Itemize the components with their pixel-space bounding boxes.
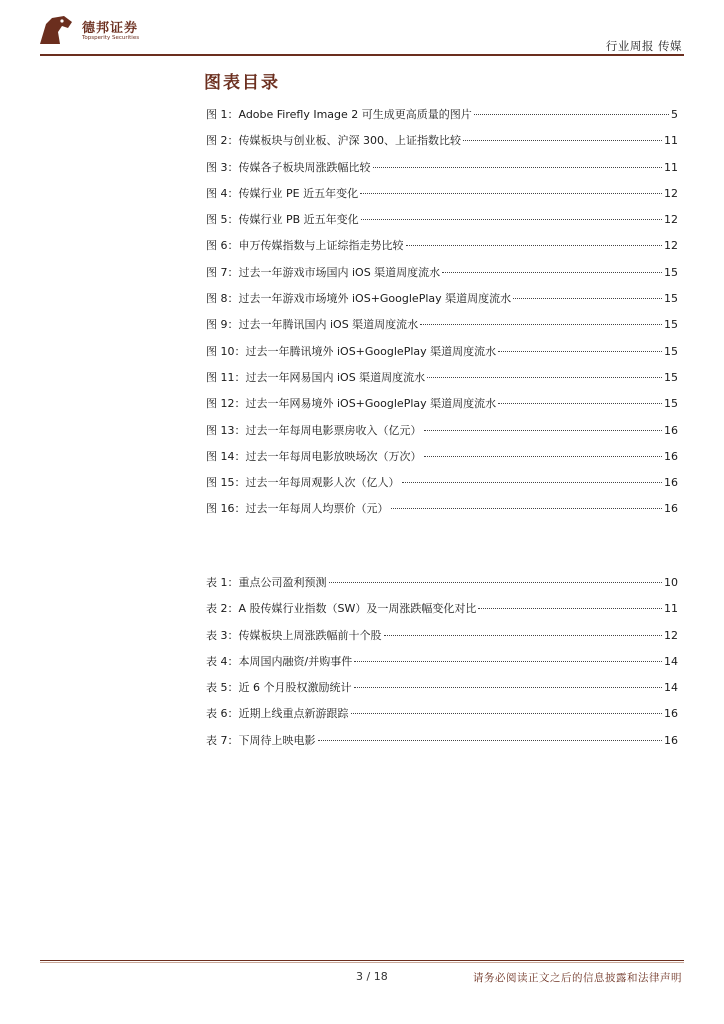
figure-entry-page: 16 [664, 502, 678, 516]
dot-leader [424, 456, 663, 457]
dot-leader [424, 430, 663, 431]
figure-entry[interactable] [206, 237, 678, 263]
table-entry[interactable] [206, 679, 678, 705]
figure-entry-label: 图 15：过去一年每周观影人次（亿人） [206, 476, 400, 490]
figure-entry[interactable] [206, 422, 678, 448]
figure-entry-label: 图 13：过去一年每周电影票房收入（亿元） [206, 423, 422, 437]
figure-entry[interactable] [206, 474, 678, 500]
figure-entry-page: 15 [664, 344, 678, 358]
dot-leader [391, 508, 663, 509]
figure-entry-page: 15 [664, 370, 678, 384]
figure-entry-label: 图 3：传媒各子板块周涨跌幅比较 [206, 160, 371, 174]
table-entry-label: 表 7：下周待上映电影 [206, 733, 316, 747]
figure-entry[interactable] [206, 369, 678, 395]
figure-entry-page: 12 [664, 239, 678, 253]
table-entry-page: 16 [664, 707, 678, 721]
dot-leader [498, 351, 662, 352]
figure-entry-page: 16 [664, 449, 678, 463]
dot-leader [513, 298, 662, 299]
figure-entry-page: 11 [664, 160, 678, 174]
table-entry-page: 11 [664, 602, 678, 616]
table-entry-label: 表 6：近期上线重点新游跟踪 [206, 707, 349, 721]
figure-entry-label: 图 4：传媒行业 PE 近五年变化 [206, 186, 359, 200]
figure-entry[interactable] [206, 343, 678, 369]
figure-entry[interactable] [206, 132, 678, 158]
figure-entry-label: 图 6：申万传媒指数与上证综指走势比较 [206, 239, 404, 253]
figure-entry[interactable] [206, 185, 678, 211]
figure-entry-label: 图 2：传媒板块与创业板、沪深 300、上证指数比较 [206, 134, 461, 148]
table-entry[interactable] [206, 732, 678, 758]
footer-divider-accent [40, 962, 684, 963]
figure-list [206, 106, 678, 527]
figure-entry-page: 15 [664, 318, 678, 332]
figure-entry-label: 图 7：过去一年游戏市场国内 iOS 渠道周度流水 [206, 265, 441, 279]
company-logo [38, 14, 138, 50]
dot-leader [498, 403, 662, 404]
table-entry-label: 表 1：重点公司盈利预测 [206, 576, 327, 589]
figure-entry[interactable] [206, 500, 678, 526]
dot-leader [351, 713, 663, 714]
table-entry-label: 表 5：近 6 个月股权激励统计 [206, 681, 352, 695]
report-category: 行业周报 传媒 [605, 39, 682, 53]
logo-english-name: Topsperity Securities [82, 35, 140, 41]
dot-leader [442, 272, 662, 273]
figure-entry-label: 图 12：过去一年网易境外 iOS+GooglePlay 渠道周度流水 [206, 397, 497, 411]
figure-entry-page: 12 [664, 213, 678, 227]
dot-leader [463, 140, 662, 141]
page-number: 3 / 18 [356, 970, 388, 983]
figure-entry-label: 图 8：过去一年游戏市场境外 iOS+GooglePlay 渠道周度流水 [206, 292, 512, 306]
table-entry[interactable] [206, 627, 678, 653]
page-header [0, 0, 724, 60]
figure-entry[interactable] [206, 290, 678, 316]
table-entry[interactable] [206, 574, 678, 600]
table-entry-page: 14 [664, 681, 678, 695]
figure-entry-page: 16 [664, 423, 678, 437]
figure-entry-page: 15 [664, 397, 678, 411]
dot-leader [373, 167, 663, 168]
table-entry[interactable] [206, 705, 678, 731]
figure-entry-page: 16 [664, 476, 678, 490]
dot-leader [354, 687, 663, 688]
table-entry-label: 表 2：A 股传媒行业指数（SW）及一周涨跌幅变化对比 [206, 602, 477, 616]
dot-leader [329, 582, 663, 583]
figure-entry-page: 5 [671, 108, 678, 121]
table-entry-page: 14 [664, 654, 678, 668]
table-entry-label: 表 4：本周国内融资/并购事件 [206, 654, 353, 668]
figure-entry[interactable] [206, 264, 678, 290]
disclaimer-text: 请务必阅读正文之后的信息披露和法律声明 [473, 972, 682, 984]
table-entry-page: 12 [664, 628, 678, 642]
logo-chinese-name: 德邦证券 [82, 21, 139, 36]
page-title: 图表目录 [204, 73, 280, 93]
logo-mark-icon [38, 14, 74, 48]
figure-entry[interactable] [206, 211, 678, 237]
figure-entry[interactable] [206, 316, 678, 342]
dot-leader [427, 377, 662, 378]
footer-divider [40, 960, 684, 961]
header-divider [40, 54, 684, 56]
table-list [206, 574, 678, 758]
table-entry[interactable] [206, 600, 678, 626]
dot-leader [318, 740, 663, 741]
figure-entry-label: 图 10：过去一年腾讯境外 iOS+GooglePlay 渠道周度流水 [206, 344, 497, 358]
dot-leader [406, 245, 663, 246]
table-entry[interactable] [206, 653, 678, 679]
dot-leader [478, 608, 662, 609]
figure-entry-label: 图 9：过去一年腾讯国内 iOS 渠道周度流水 [206, 318, 419, 332]
table-entry-page: 16 [664, 733, 678, 747]
dot-leader [384, 635, 663, 636]
dot-leader [360, 193, 662, 194]
figure-entry[interactable] [206, 106, 678, 132]
dot-leader [420, 324, 662, 325]
figure-entry-page: 15 [664, 292, 678, 306]
dot-leader [402, 482, 663, 483]
figure-entry[interactable] [206, 448, 678, 474]
dot-leader [474, 114, 669, 115]
dot-leader [361, 219, 662, 220]
figure-entry[interactable] [206, 159, 678, 185]
table-entry-page: 10 [664, 576, 678, 589]
figure-entry-page: 11 [664, 134, 678, 148]
figure-entry-label: 图 16：过去一年每周人均票价（元） [206, 502, 389, 516]
figure-entry-page: 15 [664, 265, 678, 279]
table-entry-label: 表 3：传媒板块上周涨跌幅前十个股 [206, 628, 382, 642]
figure-entry-page: 12 [664, 186, 678, 200]
figure-entry-label: 图 11：过去一年网易国内 iOS 渠道周度流水 [206, 370, 426, 384]
figure-entry-label: 图 14：过去一年每周电影放映场次（万次） [206, 449, 422, 463]
dot-leader [354, 661, 662, 662]
figure-entry-label: 图 1：Adobe Firefly Image 2 可生成更高质量的图片 [206, 108, 472, 121]
figure-entry-label: 图 5：传媒行业 PB 近五年变化 [206, 213, 359, 227]
figure-entry[interactable] [206, 395, 678, 421]
